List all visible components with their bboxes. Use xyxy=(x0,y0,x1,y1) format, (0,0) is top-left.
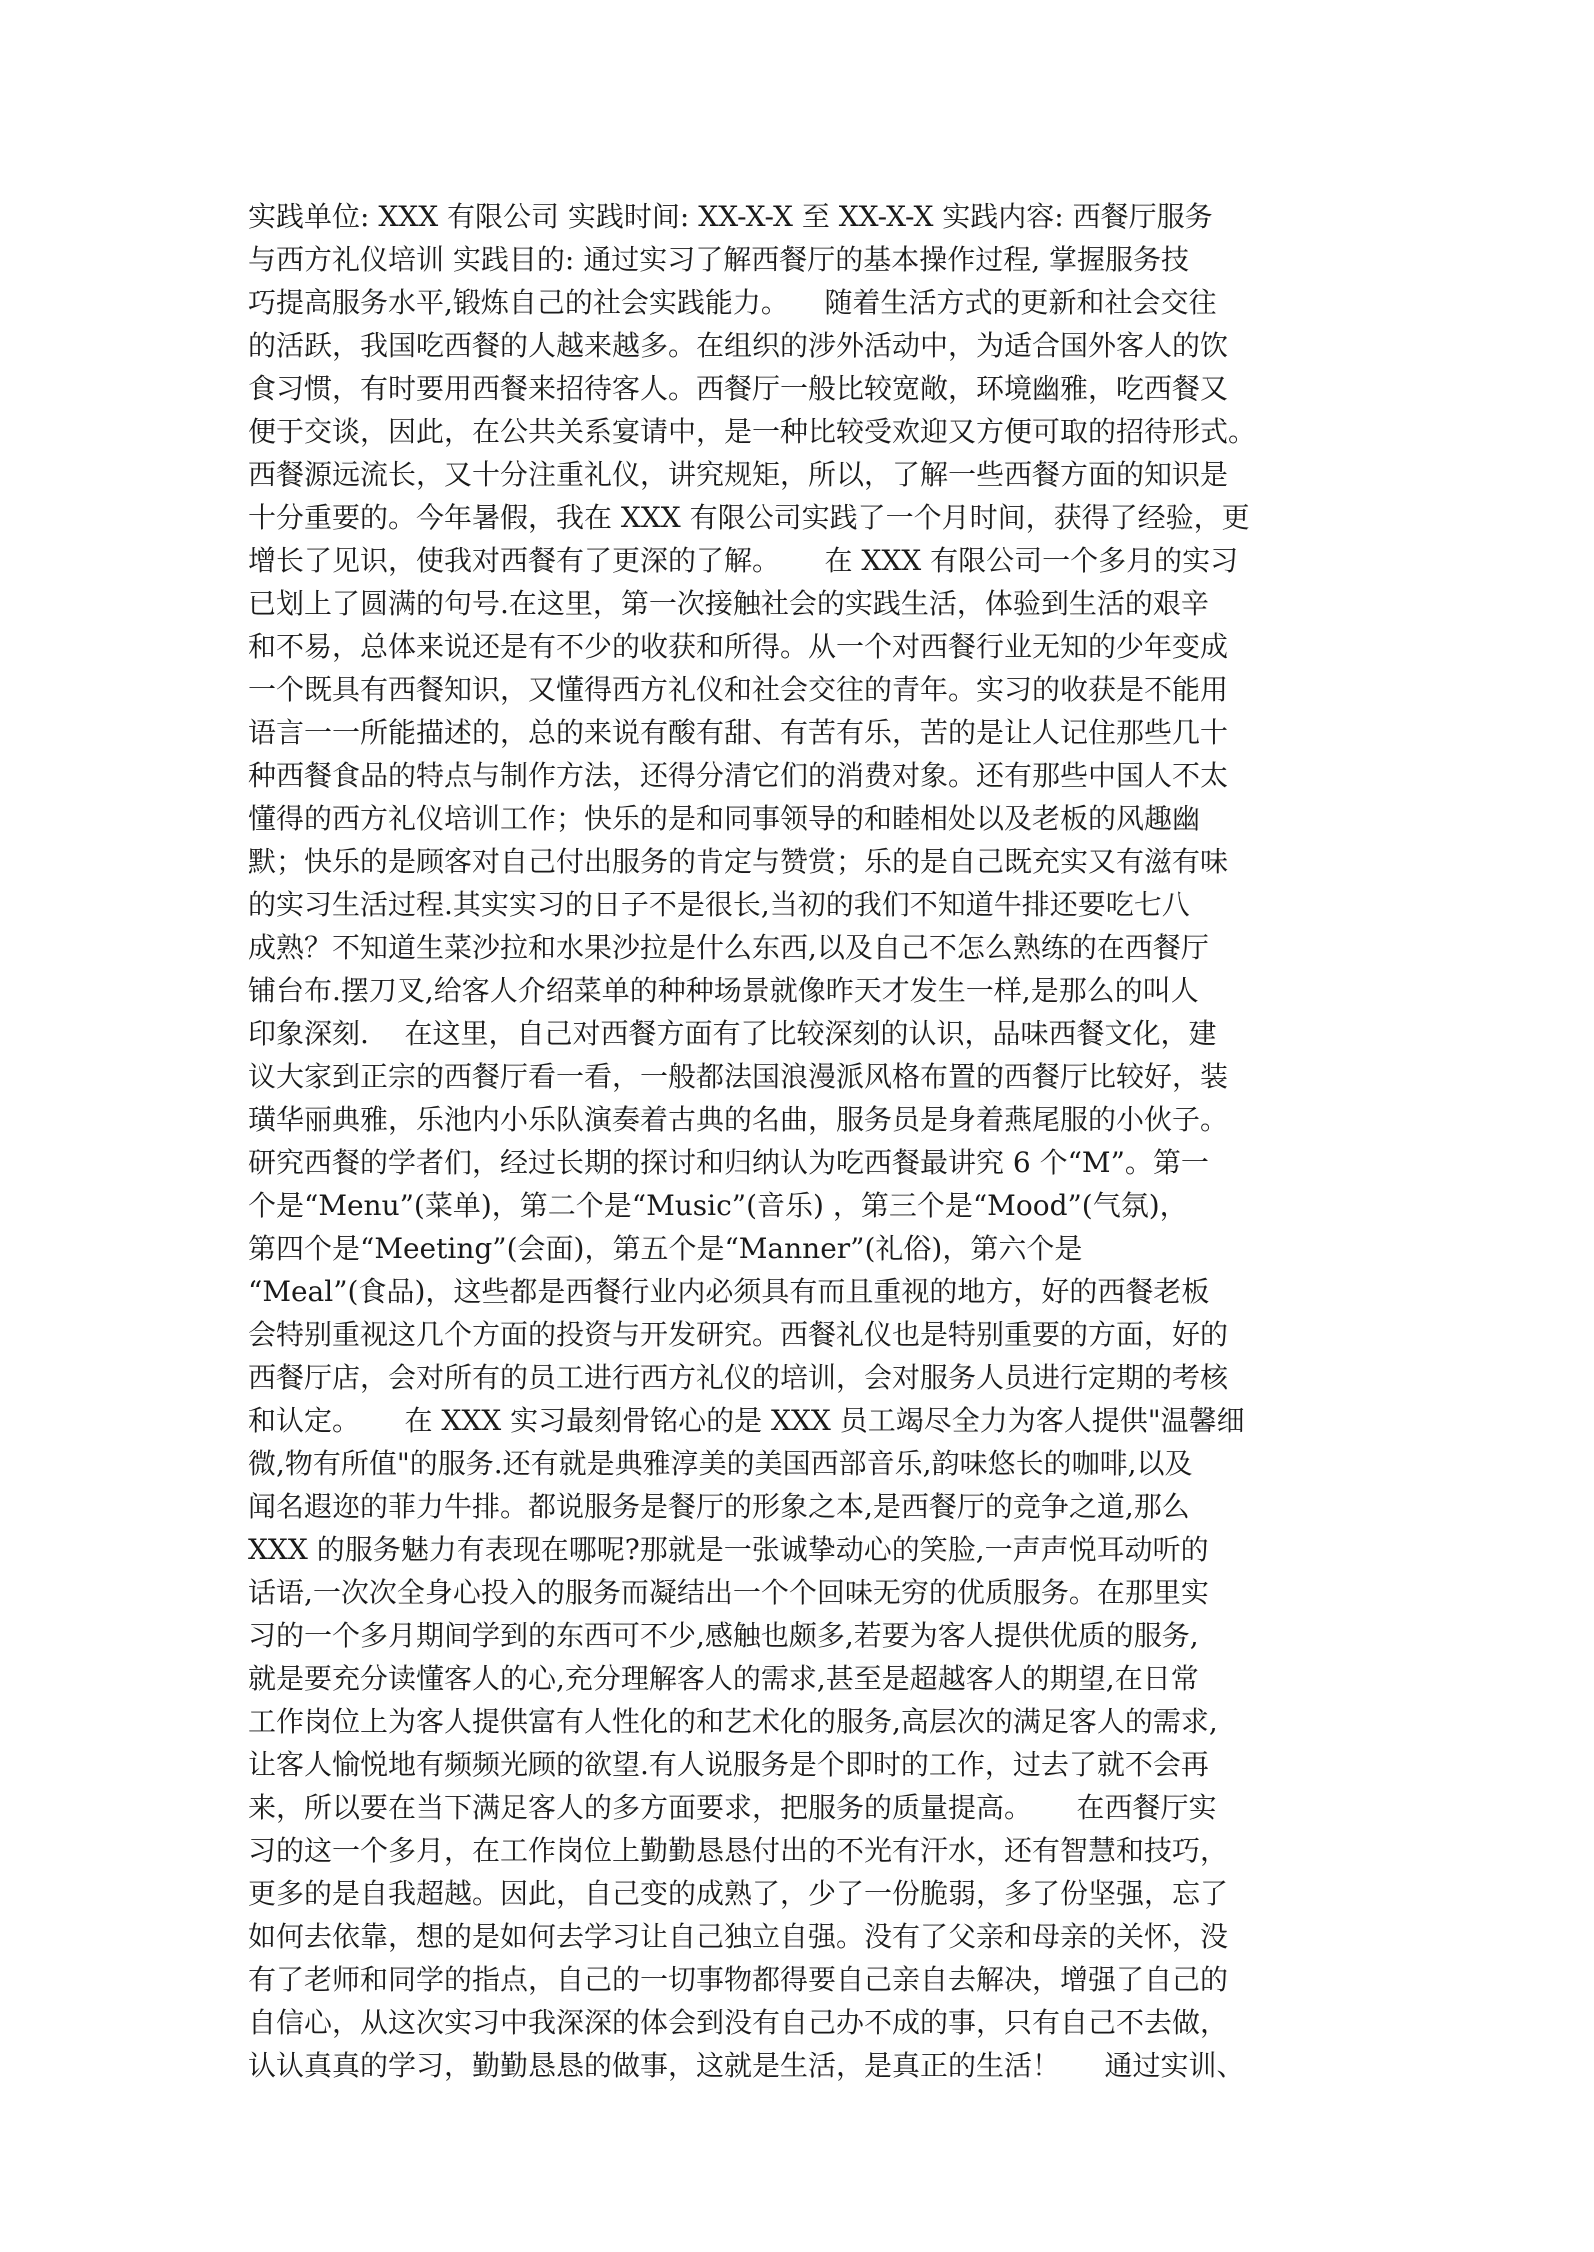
text-line: 让客人愉悦地有频频光顾的欲望.有人说服务是个即时的工作，过去了就不会再 xyxy=(248,1748,1209,1781)
text-line: 就是要充分读懂客人的心,充分理解客人的需求,甚至是超越客人的期望,在日常 xyxy=(248,1662,1199,1695)
text-line: 实践单位: XXX 有限公司 实践时间: XX-X-X 至 XX-X-X 实践内容: 西餐厅服务 xyxy=(248,200,1213,233)
text-line: 一个既具有西餐知识，又懂得西方礼仪和社会交往的青年。实习的收获是不能用 xyxy=(248,673,1229,706)
text-line: XXX 的服务魅力有表现在哪呢?那就是一张诚挚动心的笑脸,一声声悦耳动听的 xyxy=(248,1533,1209,1566)
text-line: “Meal”(食品)，这些都是西餐行业内必须具有而且重视的地方，好的西餐老板 xyxy=(248,1275,1210,1308)
text-line: 有了老师和同学的指点，自己的一切事物都得要自己亲自去解决，增强了自己的 xyxy=(248,1963,1229,1996)
text-line: 已划上了圆满的句号.在这里，第一次接触社会的实践生活，体验到生活的艰辛 xyxy=(248,587,1209,620)
text-line: 议大家到正宗的西餐厅看一看，一般都法国浪漫派风格布置的西餐厅比较好，装 xyxy=(248,1060,1229,1093)
text-line: 的活跃，我国吃西餐的人越来越多。在组织的涉外活动中，为适合国外客人的饮 xyxy=(248,329,1229,362)
text-line: 默；快乐的是顾客对自己付出服务的肯定与赞赏；乐的是自己既充实又有滋有味 xyxy=(248,845,1229,878)
text-line: 更多的是自我超越。因此，自己变的成熟了，少了一份脆弱，多了份坚强，忘了 xyxy=(248,1877,1229,1910)
text-line: 巧提高服务水平,锻炼自己的社会实践能力。 随着生活方式的更新和社会交往 xyxy=(248,286,1217,319)
text-line: 西餐厅店，会对所有的员工进行西方礼仪的培训，会对服务人员进行定期的考核 xyxy=(248,1361,1229,1394)
text-line: 闻名遐迩的菲力牛排。都说服务是餐厅的形象之本,是西餐厅的竞争之道,那么 xyxy=(248,1490,1190,1523)
text-line: 西餐源远流长，又十分注重礼仪，讲究规矩，所以，了解一些西餐方面的知识是 xyxy=(248,458,1229,491)
text-line: 懂得的西方礼仪培训工作；快乐的是和同事领导的和睦相处以及老板的风趣幽 xyxy=(248,802,1201,835)
text-line: 种西餐食品的特点与制作方法，还得分清它们的消费对象。还有那些中国人不太 xyxy=(248,759,1229,792)
text-line: 与西方礼仪培训 实践目的: 通过实习了解西餐厅的基本操作过程, 掌握服务技 xyxy=(248,243,1190,276)
text-line: 习的这一个多月，在工作岗位上勤勤恳恳付出的不光有汗水，还有智慧和技巧， xyxy=(248,1834,1229,1867)
text-line: 话语,一次次全身心投入的服务而凝结出一个个回味无穷的优质服务。在那里实 xyxy=(248,1576,1209,1609)
text-line: 微,物有所值"的服务.还有就是典雅淳美的美国西部音乐,韵味悠长的咖啡,以及 xyxy=(248,1447,1193,1480)
text-line: 习的一个多月期间学到的东西可不少,感触也颇多,若要为客人提供优质的服务, xyxy=(248,1619,1199,1652)
text-line: 研究西餐的学者们，经过长期的探讨和归纳认为吃西餐最讲究 6 个“M”。第一 xyxy=(248,1146,1209,1179)
text-line: 的实习生活过程.其实实习的日子不是很长,当初的我们不知道牛排还要吃七八 xyxy=(248,888,1190,921)
text-line: 自信心，从这次实习中我深深的体会到没有自己办不成的事，只有自己不去做， xyxy=(248,2006,1229,2039)
text-line: 铺台布.摆刀叉,给客人介绍菜单的种种场景就像昨天才发生一样,是那么的叫人 xyxy=(248,974,1199,1007)
text-line: 来，所以要在当下满足客人的多方面要求，把服务的质量提高。 在西餐厅实 xyxy=(248,1791,1217,1824)
text-line: 如何去依靠，想的是如何去学习让自己独立自强。没有了父亲和母亲的关怀，没 xyxy=(248,1920,1229,1953)
text-line: 和认定。 在 XXX 实习最刻骨铭心的是 XXX 员工竭尽全力为客人提供"温馨细 xyxy=(248,1404,1245,1437)
document-body xyxy=(248,195,1358,2087)
text-line: 会特别重视这几个方面的投资与开发研究。西餐礼仪也是特别重要的方面，好的 xyxy=(248,1318,1229,1351)
text-line: 十分重要的。今年暑假，我在 XXX 有限公司实践了一个月时间，获得了经验，更 xyxy=(248,501,1250,534)
text-line: 工作岗位上为客人提供富有人性化的和艺术化的服务,高层次的满足客人的需求, xyxy=(248,1705,1218,1738)
text-line: 认认真真的学习，勤勤恳恳的做事，这就是生活，是真正的生活！ 通过实训、 xyxy=(248,2049,1245,2082)
text-line: 璜华丽典雅，乐池内小乐队演奏着古典的名曲，服务员是身着燕尾服的小伙子。 xyxy=(248,1103,1229,1136)
text-line: 成熟？不知道生菜沙拉和水果沙拉是什么东西,以及自己不怎么熟练的在西餐厅 xyxy=(248,931,1209,964)
text-line: 和不易，总体来说还是有不少的收获和所得。从一个对西餐行业无知的少年变成 xyxy=(248,630,1229,663)
text-line: 食习惯，有时要用西餐来招待客人。西餐厅一般比较宽敞，环境幽雅，吃西餐又 xyxy=(248,372,1229,405)
text-line: 印象深刻. 在这里，自己对西餐方面有了比较深刻的认识，品味西餐文化，建 xyxy=(248,1017,1217,1050)
text-line: 便于交谈，因此，在公共关系宴请中，是一种比较受欢迎又方便可取的招待形式。 xyxy=(248,415,1257,448)
text-line: 个是“Menu”(菜单)，第二个是“Music”(音乐) ，第三个是“Mood”(气氛)， xyxy=(248,1189,1188,1222)
text-line: 语言一一所能描述的，总的来说有酸有甜、有苦有乐，苦的是让人记住那些几十 xyxy=(248,716,1229,749)
text-line: 第四个是“Meeting”(会面)，第五个是“Manner”(礼俗)，第六个是 xyxy=(248,1232,1083,1265)
text-line: 增长了见识，使我对西餐有了更深的了解。 在 XXX 有限公司一个多月的实习 xyxy=(248,544,1239,577)
